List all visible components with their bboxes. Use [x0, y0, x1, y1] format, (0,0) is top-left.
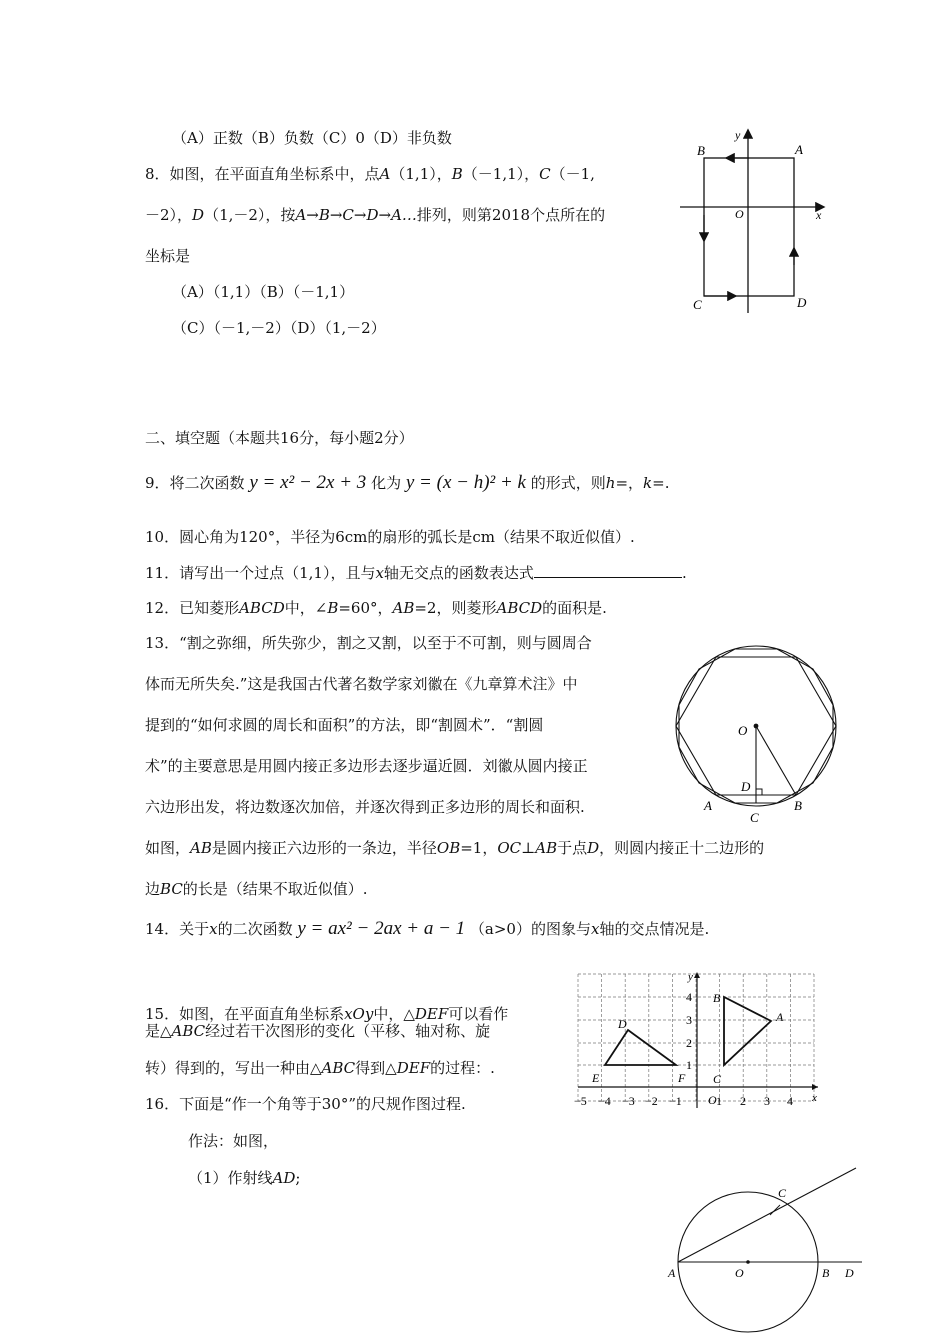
q13-figure: [668, 640, 843, 825]
q16-figure: [662, 1160, 870, 1344]
q13-line3: 提到的“如何求圆的周长和面积”的方法，即“割圆术”．“割圆: [145, 716, 544, 734]
q8-line1: 8．如图，在平面直角坐标系中，点A（1,1），B（－1,1），C（－1,: [145, 165, 595, 183]
q15-line3: 转）得到的，写出一种由△ABC得到△DEF的过程：.: [145, 1059, 495, 1077]
q16-line2: 作法：如图，: [188, 1132, 279, 1150]
q10-line: 10．圆心角为120°，半径为6cm的扇形的弧长是cm（结果不取近似值）.: [145, 528, 635, 546]
label-x: x: [816, 208, 822, 222]
q15-figure: [570, 968, 825, 1116]
x-tick-label: 3: [764, 1094, 770, 1108]
label-O: O: [735, 207, 744, 221]
q12-line: 12．已知菱形ABCD中，∠B=60°，AB=2，则菱形ABCD的面积是.: [145, 599, 607, 617]
y-tick-label: 4: [686, 990, 692, 1004]
x-tick-label: −5: [574, 1094, 587, 1108]
label-O: O: [738, 723, 748, 738]
label-D: D: [618, 1017, 627, 1031]
q11-answer-blank: [534, 563, 682, 578]
x-tick-label: 2: [740, 1094, 746, 1108]
q13-line7: 边BC的长是（结果不取近似值）.: [145, 880, 368, 898]
label-D: D: [845, 1266, 854, 1280]
q9-formula-1: y = x² − 2x + 3: [249, 472, 367, 493]
q9-formula-2: y = (x − h)² + k: [405, 472, 526, 493]
x-tick-label: −3: [622, 1094, 635, 1108]
label-D: D: [741, 779, 751, 794]
ray-ac: [678, 1168, 856, 1262]
label-C: C: [778, 1186, 787, 1200]
x-tick-label: −1: [669, 1094, 682, 1108]
q9-line: 9．将二次函数 y = x² − 2x + 3 化为 y = (x − h)² + k 的形式，则h=，k=.: [145, 472, 670, 493]
label-C: C: [750, 810, 759, 825]
x-tick-label: −2: [645, 1094, 658, 1108]
q16-line1: 16．下面是“作一个角等于30°”的尺规作图过程.: [145, 1095, 466, 1113]
grid: [578, 974, 814, 1101]
x-tick-label: 4: [787, 1094, 793, 1108]
y-tick-label: 1: [686, 1058, 692, 1072]
label-A: A: [795, 142, 803, 157]
label-y: y: [688, 971, 693, 983]
y-tick-label: 2: [686, 1036, 692, 1050]
q8-line3: 坐标是: [145, 247, 191, 265]
segment-ob: [756, 726, 796, 795]
q11-line: 11．请写出一个过点（1,1），且与x轴无交点的函数表达式 .: [145, 564, 687, 582]
q8-options-ab: （A）（1,1）（B）（－1,1）: [172, 283, 355, 301]
label-y: y: [735, 128, 741, 142]
q14-formula: y = ax² − 2ax + a − 1: [297, 918, 466, 939]
triangle-abc: [724, 997, 771, 1065]
x-tick-label: 1: [716, 1094, 722, 1108]
label-B: B: [697, 143, 705, 158]
right-angle-mark: [756, 789, 762, 795]
label-B: B: [713, 991, 721, 1005]
q16-line3: （1）作射线AD;: [188, 1169, 301, 1187]
y-axis-arrow: [694, 972, 700, 978]
label-C: C: [693, 297, 702, 312]
y-tick-labels: [686, 990, 692, 1072]
q15-line1: 15．如图，在平面直角坐标系xOy中，△DEF可以看作: [145, 1005, 509, 1023]
x-axis-arrow: [812, 1084, 818, 1090]
label-B: B: [822, 1266, 830, 1280]
label-x: x: [812, 1092, 817, 1104]
path-rectangle: [704, 158, 794, 296]
q15-line2: 是△ABC经过若干次图形的变化（平移、轴对称、旋: [145, 1022, 491, 1040]
q13-line1: 13．“割之弥细，所失弥少，割之又割，以至于不可割，则与圆周合: [145, 634, 592, 652]
q13-line5: 六边形出发，将边数逐次加倍，并逐次得到正多边形的周长和面积.: [145, 798, 585, 816]
q13-line4: 术”的主要意思是用圆内接正多边形去逐步逼近圆．刘徽从圆内接正: [145, 757, 588, 775]
q14-line: 14．关于x的二次函数 y = ax² − 2ax + a − 1 （a>0）的图象与x轴的交点情况是.: [145, 918, 710, 939]
label-O: O: [735, 1266, 744, 1280]
label-F: F: [678, 1071, 686, 1085]
x-tick-label: −4: [598, 1094, 611, 1108]
arc-tick-mark: [770, 1205, 780, 1215]
section-2-title: 二、填空题（本题共16分，每小题2分）: [145, 429, 414, 447]
q8-options-cd: （C）（－1,－2）（D）（1,－2）: [172, 319, 386, 337]
q8-line2: －2），D（1,－2），按A→B→C→D→A…排列，则第2018个点所在的: [145, 206, 606, 224]
label-D: D: [797, 295, 807, 310]
label-A: A: [704, 798, 712, 813]
q13-line2: 体而无所失矣.”这是我国古代著名数学家刘徽在《九章算术注》中: [145, 675, 578, 693]
q13-line6: 如图，AB是圆内接正六边形的一条边，半径OB=1，OC⊥AB于点D，则圆内接正十二边形的: [145, 839, 765, 857]
label-B: B: [794, 798, 802, 813]
label-O: O: [708, 1093, 717, 1107]
center-dot: [746, 1260, 750, 1264]
q8-figure: [675, 125, 835, 320]
label-A: A: [668, 1266, 676, 1280]
label-C: C: [713, 1072, 722, 1086]
label-A: A: [776, 1010, 784, 1024]
label-E: E: [592, 1071, 600, 1085]
y-tick-label: 3: [686, 1013, 692, 1027]
q7-options: （A）正数（B）负数（C）0（D）非负数: [172, 129, 452, 147]
triangle-def: [605, 1030, 676, 1065]
